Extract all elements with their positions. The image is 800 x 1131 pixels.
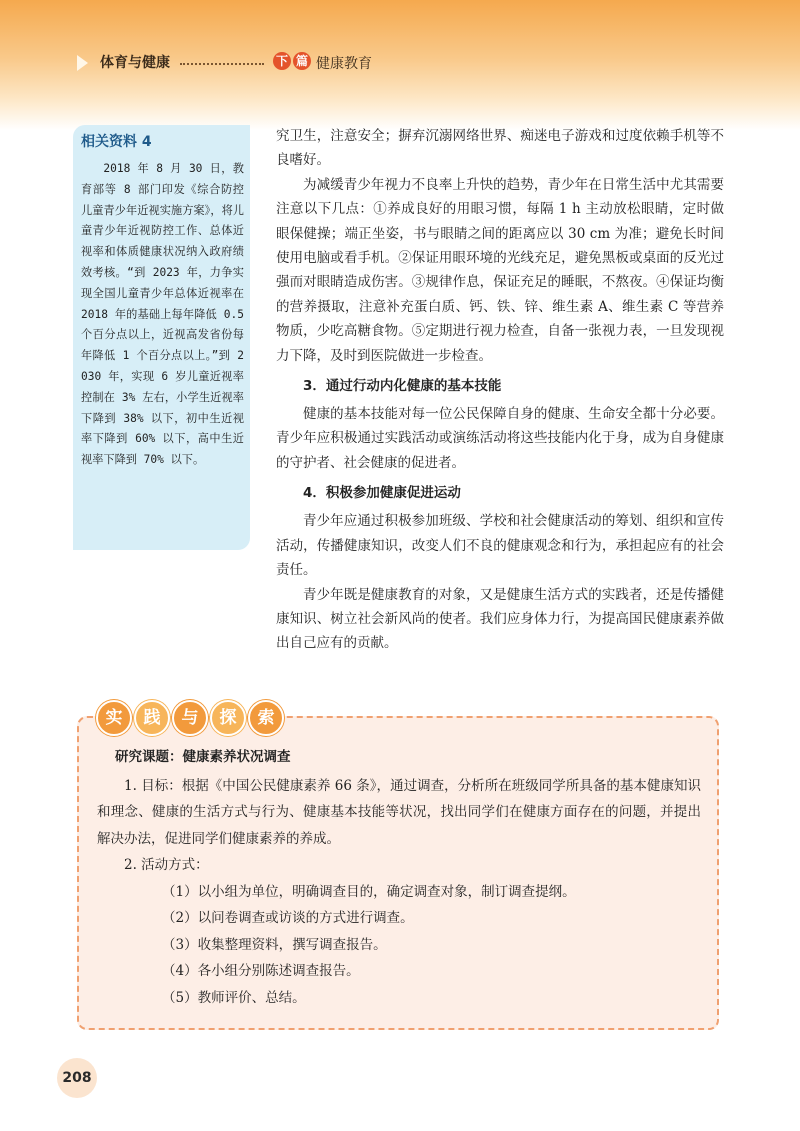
related-material-sidebar — [73, 125, 250, 550]
paragraph-health-promotion-2: 青少年既是健康教育的对象，又是健康生活方式的实践者，还是传播健康知识、树立社会新风尚的使者。我们应身体力行，为提高国民健康素养做出自己应有的贡献。 — [276, 586, 724, 652]
sidebar-title: 相关资料 4 — [81, 134, 152, 150]
heading-health-promotion: 4．积极参加健康促进运动 — [303, 485, 461, 502]
part-badge: 篇 — [293, 52, 311, 70]
tag-char: 探 — [210, 700, 246, 736]
header-dotted-divider — [180, 63, 264, 65]
practice-step: （1）以小组为单位，明确调查目的，确定调查对象，制订调查提纲。 — [162, 883, 576, 900]
practice-explore-box — [77, 716, 719, 1030]
section-title: 健康教育 — [316, 56, 372, 72]
tag-char: 践 — [134, 700, 170, 736]
practice-method-label: 2. 活动方式： — [124, 857, 209, 873]
practice-step: （4）各小组分别陈述调查报告。 — [162, 963, 360, 979]
tag-char: 索 — [248, 700, 284, 736]
practice-goal: 1. 目标：根据《中国公民健康素养 66 条》，通过调查，分析所在班级同学所具备的基本健康知识和理念、健康的生活方式与行为、健康基本技能等状况，找出同学们在健康方面存在的问题，并提出解决办法，促进同学们健康素养的养成。 — [97, 777, 701, 847]
paragraph-basic-skills: 健康的基本技能对每一位公民保障自身的健康、生命安全都十分必要。青少年应积极通过实践活动或演练活动将这些技能内化于身，成为自身健康的守护者、社会健康的促进者。 — [276, 406, 724, 471]
paragraph-vision-tips: 为减缓青少年视力不良率上升快的趋势，青少年在日常生活中尤其需要注意以下几点：①养成良好的用眼习惯，每隔 1 h 主动放松眼睛，定时做眼保健操；端正坐姿，书与眼睛之间的距离应以 30 cm 为准；避免长时间使用电脑或看手机。②保证用眼环境的光线充足，避免黑板或桌面的反光过强而对眼睛造成伤害。③规律作息，保证充足的睡眠，不熬夜。④保证均衡的营养摄取，注意补充蛋白质、钙、铁、锌、维生素 A、维生素 C 等营养物质，少吃高糖食物。⑤定期进行视力检查，自备一张视力表，一旦发现视力下降，及时到医院做进一步检查。 — [276, 176, 724, 364]
page-number: 208 — [57, 1058, 97, 1098]
page-header — [0, 0, 800, 130]
research-topic-heading: 研究课题：健康素养状况调查 — [115, 749, 291, 765]
heading-basic-skills: 3．通过行动内化健康的基本技能 — [303, 378, 502, 395]
paragraph-continued: 究卫生，注意安全；摒弃沉溺网络世界、痴迷电子游戏和过度依赖手机等不良嗜好。 — [276, 128, 724, 169]
practice-content — [97, 744, 701, 1011]
practice-step: （2）以问卷调查或访谈的方式进行调查。 — [162, 910, 414, 926]
play-arrow-icon — [77, 55, 88, 71]
tag-char: 实 — [96, 700, 132, 736]
volume-badge: 下 — [273, 52, 291, 70]
practice-explore-tag — [96, 700, 296, 734]
sidebar-body: 2018 年 8 月 30 日，教育部等 8 部门印发《综合防控儿童青少年近视实施方案》，将儿童青少年近视防控工作、总体近视率和体质健康状况纳入政府绩效考核。“到 2023 年，力争实现全国儿童青少年总体近视率在 2018 年的基础上每年降低 0.5 个百分点以上，近视高发省份每年降低 1 个百分点以上。”到 2030 年，实现 6 岁儿童近视率控制在 3% 左右，小学生近视率下降到 38% 以下，初中生近视率下降到 60% 以下，高中生近视率下降到 70% 以下。 — [81, 162, 244, 467]
practice-step: （3）收集整理资料，撰写调查报告。 — [162, 936, 387, 953]
tag-char: 与 — [172, 700, 208, 736]
practice-step: （5）教师评价、总结。 — [162, 989, 306, 1006]
main-text — [276, 124, 724, 656]
paragraph-health-promotion-1: 青少年应通过积极参加班级、学校和社会健康活动的筹划、组织和宣传活动，传播健康知识，改变人们不良的健康观念和行为，承担起应有的社会责任。 — [276, 513, 724, 579]
book-title: 体育与健康 — [100, 55, 170, 71]
